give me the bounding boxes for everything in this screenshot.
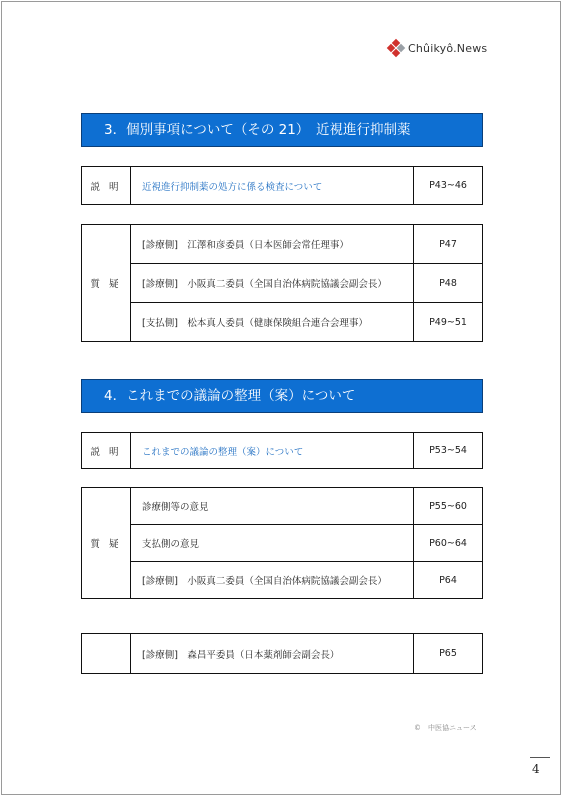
explain-pages: P43~46 — [414, 167, 483, 205]
table-row — [82, 303, 483, 342]
copyright: © 中医協ニュース — [414, 724, 477, 732]
question-text: [診療側] 小阪真二委員（全国自治体病院協議会副会長） — [131, 562, 414, 599]
question-text: [診療側] 江澤和彦委員（日本医師会常任理事） — [131, 225, 414, 264]
question-text: 支払側の意見 — [131, 525, 414, 562]
section-4-questions-table — [81, 487, 483, 599]
table-row — [82, 433, 483, 469]
table-row — [82, 264, 483, 303]
section-3-questions-table — [81, 224, 483, 342]
question-text: 診療側等の意見 — [131, 488, 414, 525]
question-pages: P48 — [414, 264, 483, 303]
explain-label: 説 明 — [82, 167, 131, 205]
page-number: 4 — [532, 762, 540, 776]
questions-label: 質 疑 — [82, 488, 131, 599]
explain-pages: P53~54 — [414, 433, 483, 469]
section-4-explain-table — [81, 432, 483, 469]
question-text: [診療側] 小阪真二委員（全国自治体病院協議会副会長） — [131, 264, 414, 303]
question-pages: P55~60 — [414, 488, 483, 525]
extra-label — [82, 634, 131, 674]
table-row — [82, 562, 483, 599]
table-row — [82, 488, 483, 525]
extra-text: [診療側] 森昌平委員（日本薬剤師会副会長） — [131, 634, 414, 674]
extra-pages: P65 — [414, 634, 483, 674]
question-pages: P47 — [414, 225, 483, 264]
table-row — [82, 167, 483, 205]
table-row — [82, 525, 483, 562]
brand-name: Chûikyô.News — [408, 41, 488, 55]
question-text: [支払側] 松本真人委員（健康保険組合連合会理事） — [131, 303, 414, 342]
section-3-explain-table — [81, 166, 483, 205]
question-pages: P60~64 — [414, 525, 483, 562]
explain-text: これまでの議論の整理（案）について — [131, 433, 414, 469]
brand-mark-icon — [388, 40, 404, 56]
question-pages: P64 — [414, 562, 483, 599]
section-3-title: 3．個別事項について（その 21） 近視進行抑制薬 — [81, 113, 483, 147]
questions-label: 質 疑 — [82, 225, 131, 342]
table-row — [82, 225, 483, 264]
explain-label: 説 明 — [82, 433, 131, 469]
explain-text: 近視進行抑制薬の処方に係る検査について — [131, 167, 414, 205]
footer-divider — [530, 757, 550, 758]
question-pages: P49~51 — [414, 303, 483, 342]
brand-logo — [388, 40, 487, 56]
section-4-title: 4．これまでの議論の整理（案）について — [81, 379, 483, 413]
table-row — [82, 634, 483, 674]
section-4-extra-table — [81, 633, 483, 674]
